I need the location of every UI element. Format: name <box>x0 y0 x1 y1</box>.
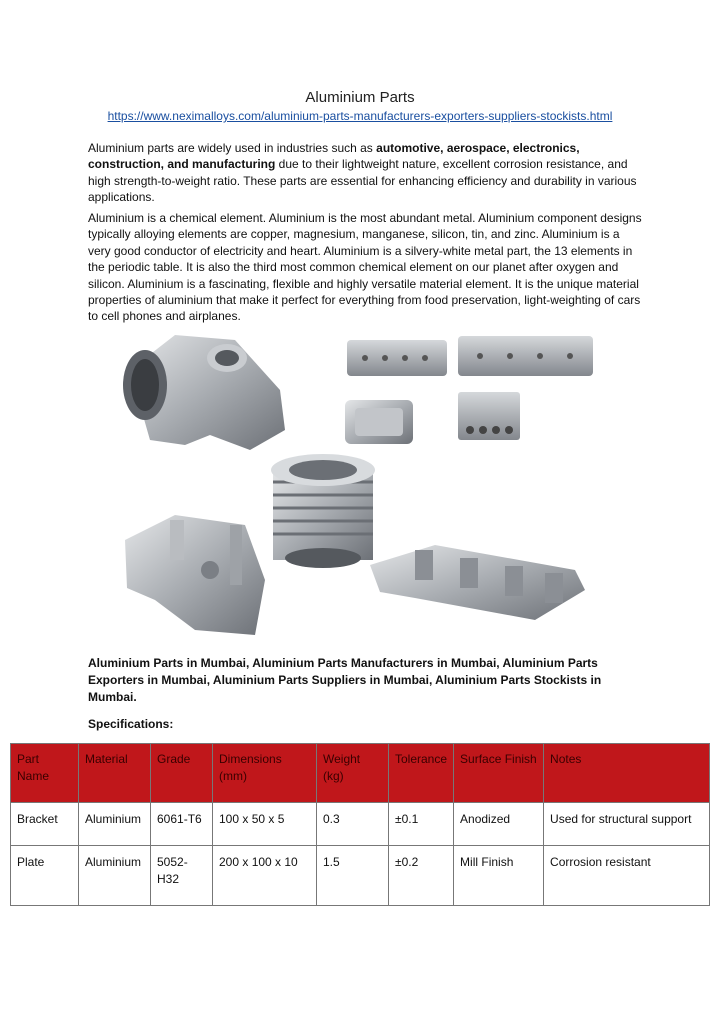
table-cell: ±0.1 <box>389 803 454 846</box>
valve-cover-2 <box>458 336 593 376</box>
header-surface-finish: Surface Finish <box>454 744 544 803</box>
table-cell: 100 x 50 x 5 <box>213 803 317 846</box>
table-cell: 200 x 100 x 10 <box>213 846 317 906</box>
table-cell: 1.5 <box>317 846 389 906</box>
header-weight: Weight (kg) <box>317 744 389 803</box>
table-cell: 0.3 <box>317 803 389 846</box>
table-row <box>11 846 710 906</box>
table-cell: 5052-H32 <box>151 846 213 906</box>
intro-paragraph <box>88 140 643 206</box>
table-cell: ±0.2 <box>389 846 454 906</box>
table-row <box>11 803 710 846</box>
cylinder-head <box>458 392 520 440</box>
table-cell: 6061-T6 <box>151 803 213 846</box>
aluminium-parts-photo <box>115 330 605 648</box>
table-cell: Used for structural support <box>544 803 710 846</box>
specifications-table <box>10 743 710 906</box>
table-cell: Corrosion resistant <box>544 846 710 906</box>
intro-text-end: due to their lightweight nature, excellent corrosion resistance, and high strength-to-weight ratio. These parts are essential for enhancing efficiency and durability in various applications. <box>88 157 637 205</box>
exhaust-manifold <box>370 545 585 620</box>
source-link[interactable]: https://www.neximalloys.com/aluminium-parts-manufacturers-exporters-suppliers-stockists.html <box>107 109 613 123</box>
header-notes: Notes <box>544 744 710 803</box>
header-grade: Grade <box>151 744 213 803</box>
table-cell: Aluminium <box>79 846 151 906</box>
locations-heading: Aluminium Parts in Mumbai, Aluminium Parts Manufacturers in Mumbai, Aluminium Parts Exporters in Mumbai, Aluminium Parts Suppliers in Mumbai, Aluminium Parts Stockists in Mumbai. <box>88 656 602 704</box>
engine-cylinder <box>271 454 375 568</box>
table-cell: Anodized <box>454 803 544 846</box>
header-dimensions: Dimensions (mm) <box>213 744 317 803</box>
valve-cover-1 <box>347 340 447 376</box>
bracket-casting <box>125 515 265 635</box>
table-cell: Bracket <box>11 803 79 846</box>
cover-plate <box>345 400 413 444</box>
body-paragraph: Aluminium is a chemical element. Aluminium is the most abundant metal. Aluminium component designs typically alloying elements are copper, magnesium, manganese, silicon, tin, and zinc. Aluminium is a very good conductor of electricity and heart. Aluminium is a silvery-white metal part, the 13 elements in the periodic table. It is also the third most common chemical element on our planet after oxygen and silicon. Aluminium is a fascinating, flexible and highly versatile material element. It is the unique material properties of aluminium that make it perfect for everything from food preservation, light-weighting of cars to cell phones and airplanes. <box>88 211 642 324</box>
table-cell: Aluminium <box>79 803 151 846</box>
header-tolerance: Tolerance <box>389 744 454 803</box>
header-material: Material <box>79 744 151 803</box>
intro-text-start: Aluminium parts are widely used in industries such as <box>88 141 377 155</box>
table-cell: Plate <box>11 846 79 906</box>
header-part-name: Part Name <box>11 744 79 803</box>
table-cell: Mill Finish <box>454 846 544 906</box>
table-header-row <box>11 744 710 803</box>
page-title: Aluminium Parts <box>305 89 415 106</box>
elbow-casting <box>123 335 285 450</box>
intro-industries: automotive, aerospace, electronics, construction, and manufacturing <box>88 141 580 172</box>
specifications-label: Specifications: <box>88 717 174 731</box>
